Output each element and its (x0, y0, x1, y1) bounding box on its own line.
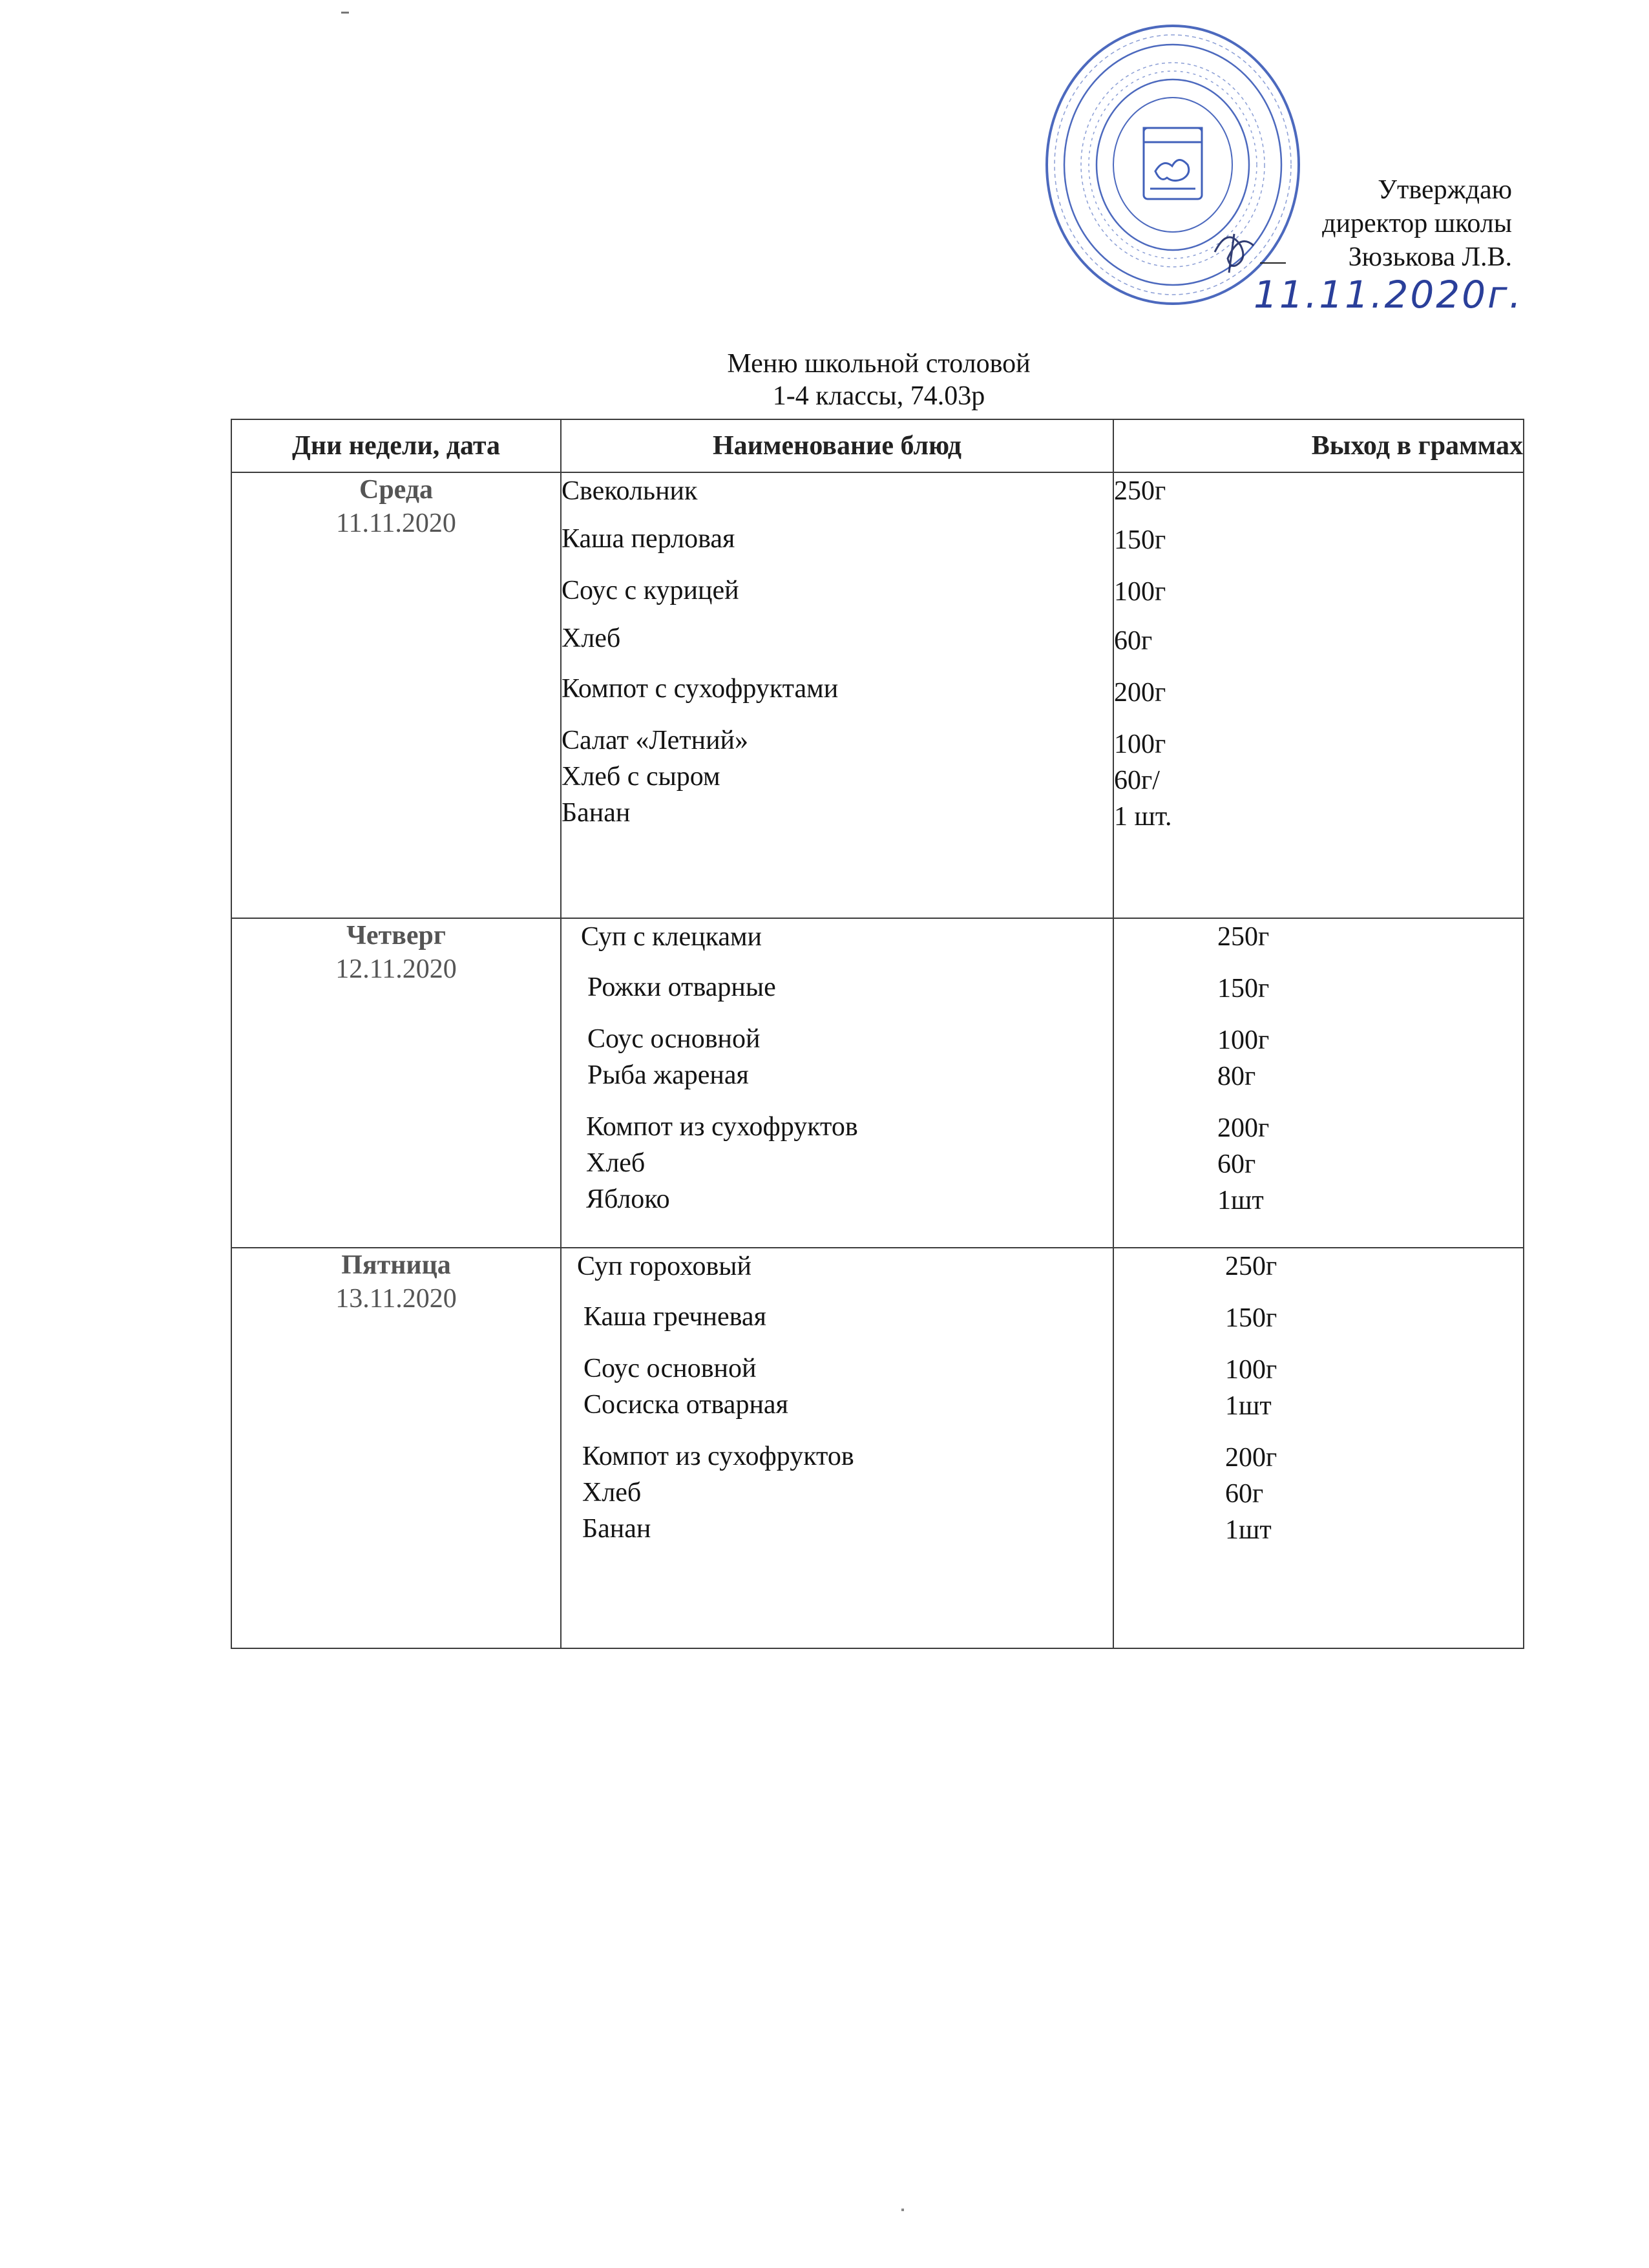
dish-output: 150г (1225, 1303, 1277, 1333)
table-row (231, 918, 1524, 1248)
scan-speck (341, 12, 349, 14)
day-cell (231, 1248, 561, 1648)
dish-name: Каша гречневая (583, 1302, 766, 1332)
dish-name: Сосиска отварная (583, 1390, 788, 1420)
dish-name: Рыба жареная (587, 1060, 749, 1090)
dish-output: 250г (1225, 1252, 1277, 1281)
approval-block (1215, 173, 1523, 317)
dish-output: 250г (1217, 922, 1270, 952)
seal-emblem-icon (1144, 128, 1202, 199)
dish-name: Хлеб (562, 624, 621, 653)
page-title: Меню школьной столовой (727, 349, 1031, 379)
dish-output: 60г (1114, 626, 1153, 656)
dishes-cell (561, 1248, 1113, 1648)
dish-output: 1шт (1225, 1515, 1272, 1545)
dishes-cell (561, 918, 1113, 1248)
dish-output: 60г/ (1114, 766, 1160, 795)
dish-name: Хлеб (586, 1148, 646, 1178)
day-name: Четверг (346, 921, 446, 950)
dish-output: 200г (1217, 1113, 1270, 1143)
dish-name: Соус с курицей (562, 576, 739, 605)
dish-output: 100г (1217, 1025, 1270, 1055)
day-name: Пятница (341, 1250, 451, 1280)
header-day: Дни недели, дата (231, 419, 561, 472)
dishes-cell (561, 472, 1113, 918)
dish-output: 60г (1225, 1479, 1264, 1509)
dish-name: Компот из сухофруктов (586, 1112, 858, 1142)
dish-output: 150г (1114, 525, 1166, 555)
outputs-cell (1113, 472, 1524, 918)
dish-output: 100г (1225, 1355, 1277, 1385)
table-header-row (231, 419, 1524, 472)
dish-name: Суп с клецками (581, 922, 762, 952)
dish-name: Хлеб (582, 1478, 642, 1507)
approval-signatory: Зюзькова Л.В. (1348, 242, 1512, 272)
dish-output: 200г (1114, 678, 1166, 708)
dish-name: Банан (562, 798, 631, 828)
approval-position: директор школы (1322, 209, 1512, 238)
dish-output: 200г (1225, 1443, 1277, 1473)
dish-name: Компот из сухофруктов (582, 1442, 854, 1471)
page-subtitle: 1-4 классы, 74.03р (772, 381, 985, 411)
dish-name: Соус основной (583, 1354, 757, 1383)
approval-date-handwritten: 11.11.2020г. (1254, 273, 1523, 317)
day-date: 12.11.2020 (335, 954, 457, 984)
dish-name: Хлеб с сыром (562, 762, 720, 792)
dish-name: Банан (582, 1514, 651, 1544)
approval-title: Утверждаю (1378, 175, 1512, 205)
dish-output: 250г (1114, 476, 1166, 506)
outputs-cell (1113, 1248, 1524, 1648)
dish-output: 60г (1217, 1150, 1256, 1179)
dish-name: Рожки отварные (587, 972, 776, 1002)
menu-table (231, 419, 1524, 1649)
signature-line (1260, 262, 1286, 264)
day-date: 13.11.2020 (335, 1284, 457, 1314)
dish-output: 1шт (1217, 1186, 1264, 1215)
day-cell (231, 472, 561, 918)
dish-output: 80г (1217, 1062, 1256, 1091)
dish-name: Соус основной (587, 1024, 761, 1054)
dish-output: 1шт (1225, 1391, 1272, 1421)
scan-speck (901, 2209, 904, 2211)
dish-name: Яблоко (586, 1184, 670, 1214)
menu-heading (0, 348, 1649, 412)
outputs-cell (1113, 918, 1524, 1248)
day-name: Среда (359, 475, 434, 505)
dish-name: Каша перловая (562, 524, 735, 554)
table-row (231, 1248, 1524, 1648)
dish-output: 100г (1114, 577, 1166, 607)
header-dish: Наименование блюд (561, 419, 1113, 472)
dish-name: Салат «Летний» (562, 726, 749, 755)
dish-name: Суп гороховый (577, 1252, 752, 1281)
day-date: 11.11.2020 (336, 509, 456, 538)
header-output: Выход в граммах (1113, 419, 1524, 472)
day-cell (231, 918, 561, 1248)
dish-output: 1 шт. (1114, 802, 1172, 832)
dish-output: 100г (1114, 730, 1166, 759)
dish-name: Компот с сухофруктами (562, 674, 839, 704)
dish-name: Свекольник (562, 476, 698, 506)
table-row (231, 472, 1524, 918)
dish-output: 150г (1217, 974, 1270, 1003)
